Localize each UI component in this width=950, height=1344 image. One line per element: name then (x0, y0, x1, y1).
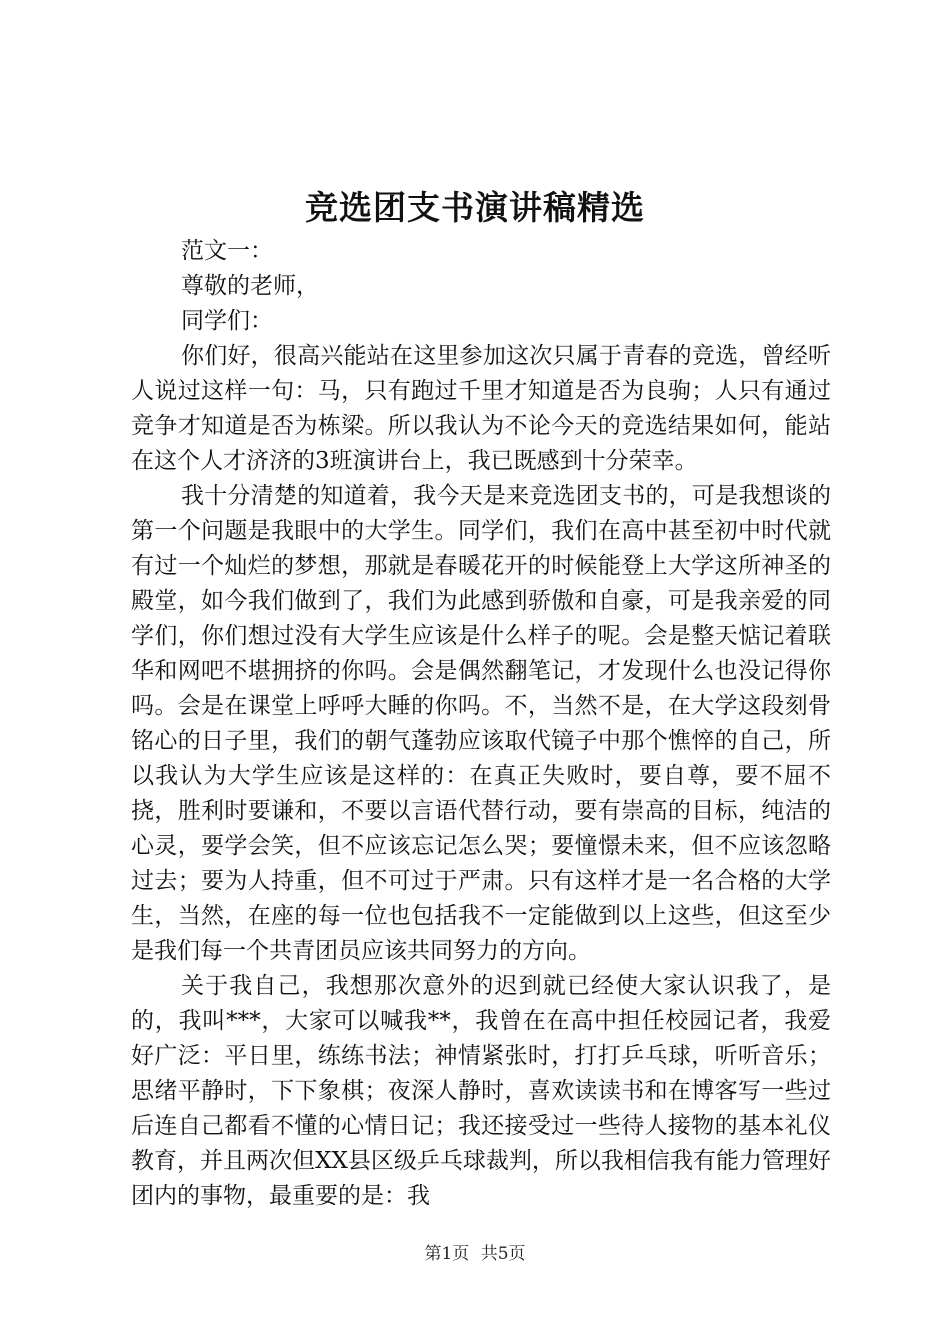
opening-line-salutation: 尊敬的老师， (181, 273, 319, 299)
opening-line-sample: 范文一： (181, 238, 273, 264)
document-body (131, 234, 831, 1214)
paragraph-college-student: 我十分清楚的知道着，我今天是来竞选团支书的，可是我想谈的第一个问题是我眼中的大学生。同学们，我们在高中甚至初中时代就有过一个灿烂的梦想，那就是春暖花开的时候能登上大学这所神圣的殿堂，如今我们做到了，我们为此感到骄傲和自豪，可是我亲爱的同学们，你们想过没有大学生应该是什么样子的呢。会是整天惦记着联华和网吧不堪拥挤的你吗。会是偶然翻笔记，才发现什么也没记得你吗。会是在课堂上呼呼大睡的你吗。不，当然不是，在大学这段刻骨铭心的日子里，我们的朝气蓬勃应该取代镜子中那个憔悴的自己，所以我认为大学生应该是这样的：在真正失败时，要自尊，要不屈不挠，胜利时要谦和，不要以言语代替行动，要有崇高的目标，纯洁的心灵，要学会笑，但不应该忘记怎么哭；要憧憬未来，但不应该忽略过去；要为人持重，但不可过于严肃。只有这样才是一名合格的大学生，当然，在座的每一位也包括我不一定能做到以上这些，但这至少是我们每一个共青团员应该共同努力的方向。 (131, 483, 831, 964)
paragraph-about-me: 关于我自己，我想那次意外的迟到就已经使大家认识我了，是的，我叫***，大家可以喊我**，我曾在在高中担任校园记者，我爱好广泛：平日里，练练书法；神情紧张时，打打乒乓球，听听音乐；思绪平静时，下下象棋；夜深人静时，喜欢读读书和在博客写一些过后连自己都看不懂的心情日记；我还接受过一些待人接物的基本礼仪教育，并且两次但XX县区级乒乓球裁判，所以我相信我有能力管理好团内的事物，最重要的是：我 (131, 973, 831, 1209)
page-footer (0, 1242, 950, 1266)
page-number: 第1页 (424, 1244, 470, 1264)
paragraph-greeting: 你们好，很高兴能站在这里参加这次只属于青春的竞选，曾经听人说过这样一句：马，只有跑过千里才知道是否为良驹；人只有通过竞争才知道是否为栋梁。所以我认为不论今天的竞选结果如何，能站在这个人才济济的3班演讲台上，我已既感到十分荣幸。 (131, 343, 831, 474)
document-title: 竞选团支书演讲稿精选 (305, 188, 645, 227)
page-total: 共5页 (480, 1244, 526, 1264)
opening-line-classmates: 同学们： (181, 308, 273, 334)
